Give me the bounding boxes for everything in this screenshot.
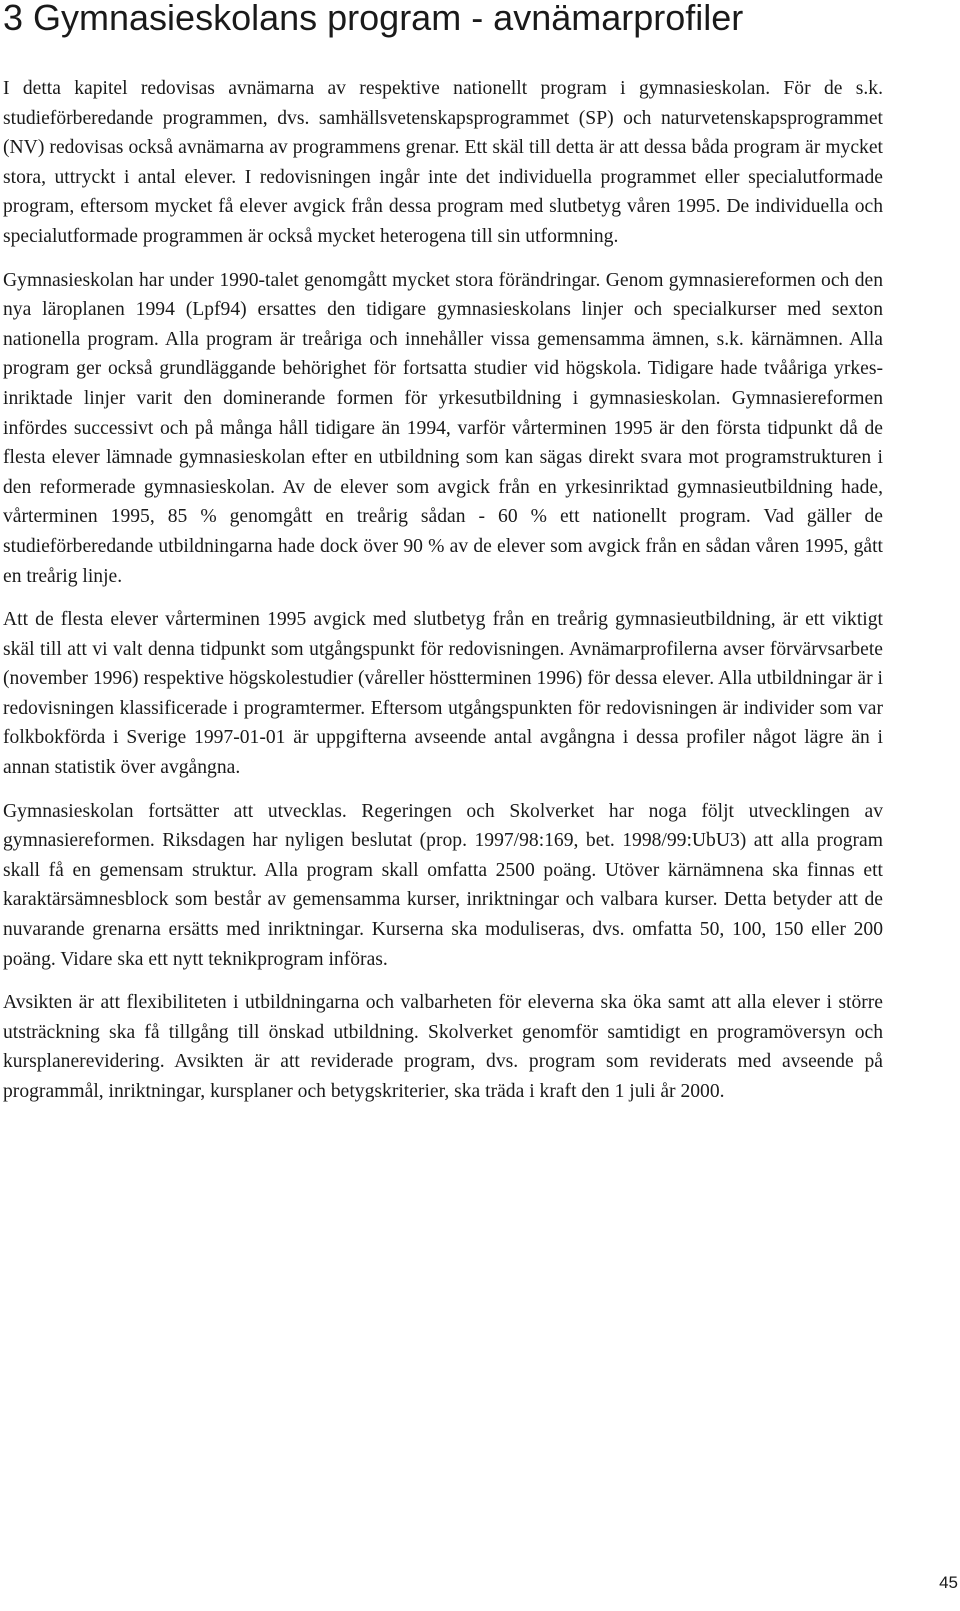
page-number: 45 <box>939 1573 958 1592</box>
body-text <box>3 74 883 1121</box>
paragraph-intro: I detta kapitel redovisas avnämarna av respektive nationellt program i gymnasieskolan. För de s.k. studieförberedande programmen, dvs. samhällsvetenskapsprogrammet (SP) och naturvetenskapsprogrammet (NV) redovisas också avnämarna av programmens grenar. Ett skäl till detta är att dessa båda program är mycket stora, uttryckt i antal elever. I redovisningen ingår inte det individuella programmet eller specialutformade program, eftersom mycket få elever avgick från dessa program med slutbetyg våren 1995. De individuella och specialutformade programmen är också mycket heterogena till sin utformning. <box>3 78 883 247</box>
paragraph-reform: Gymnasieskolan har under 1990-talet genomgått mycket stora förändringar. Genom gymnasiereformen och den nya läroplanen 1994 (Lpf94) ersattes den tidigare gymnasieskolans linjer och specialkurser med sexton nationella program. Alla program är treåriga och innehåller vissa gemensamma ämnen, s.k. kärnämnen. Alla program ger också grundläggande behörighet för fortsatta studier vid högskola. Tidigare hade tvååriga yrkesinriktade linjer varit den dominerande formen för yrkesutbildning i gymnasieskolan. Gymnasiereformen infördes successivt och på många håll tidigare än 1994, varför vårterminen 1995 är den första tidpunkt då de flesta elever lämnade gymnasieskolan efter en utbildning som kan sägas direkt svara mot programstrukturen i den reformerade gymnasieskolan. Av de elever som avgick från en yrkesinriktad gymnasieutbildning hade, vårterminen 1995, 85 % genomgått en treårig sådan - 60 % ett nationellt program. Vad gäller de studieförberedande utbildningarna hade dock över 90 % av de elever som avgick från en sådan våren 1995, gått en treårig linje. <box>3 269 883 587</box>
chapter-title: 3 Gymnasieskolans program - avnämarprofiler <box>3 0 744 38</box>
paragraph-development: Gymnasieskolan fortsätter att utvecklas. Regeringen och Skolverket har noga följt utvecklingen av gymnasiereformen. Riksdagen har nyligen beslutat (prop. 1997/98:169, bet. 1998/99:UbU3) att alla program skall få en gemensam struktur. Alla program skall omfatta 2500 poäng. Utöver kärnämnena ska finnas ett karaktärsämnesblock som består av gemensamma kurser, inriktningar och valbara kurser. Detta betyder att de nuvarande grenarna ersätts med inriktningar. Kurserna ska moduliseras, dvs. omfatta 50, 100, 150 eller 200 poäng. Vidare ska ett nytt teknikprogram införas. <box>3 800 883 970</box>
paragraph-flexibility: Avsikten är att flexibiliteten i utbildningarna och valbarheten för eleverna ska öka samt att alla elever i större utsträckning ska få tillgång till önskad utbildning. Skolverket genomför samtidigt en programöversyn och kursplanerevidering. Avsikten är att reviderade program, dvs. program som reviderats med avseende på programmål, inriktningar, kursplaner och betygskriterier, ska träda i kraft den 1 juli år 2000. <box>3 992 883 1102</box>
paragraph-timepoint: Att de flesta elever vårterminen 1995 avgick med slutbetyg från en treårig gymnasieutbildning, är ett viktigt skäl till att vi valt denna tidpunkt som utgångspunkt för redovisningen. Avnämarprofilerna avser förvärvsarbete (november 1996) respektive högskolestudier (våreller höstterminen 1996) för dessa elever. Alla utbildningar är i redovisningen klassificerade i programtermer. Eftersom utgångspunkten för redovisningen är individer som var folkbokförda i Sverige 1997-01-01 är uppgifterna avseende antal avgångna i dessa profiler något lägre än i annan statistik över avgångna. <box>3 609 883 779</box>
